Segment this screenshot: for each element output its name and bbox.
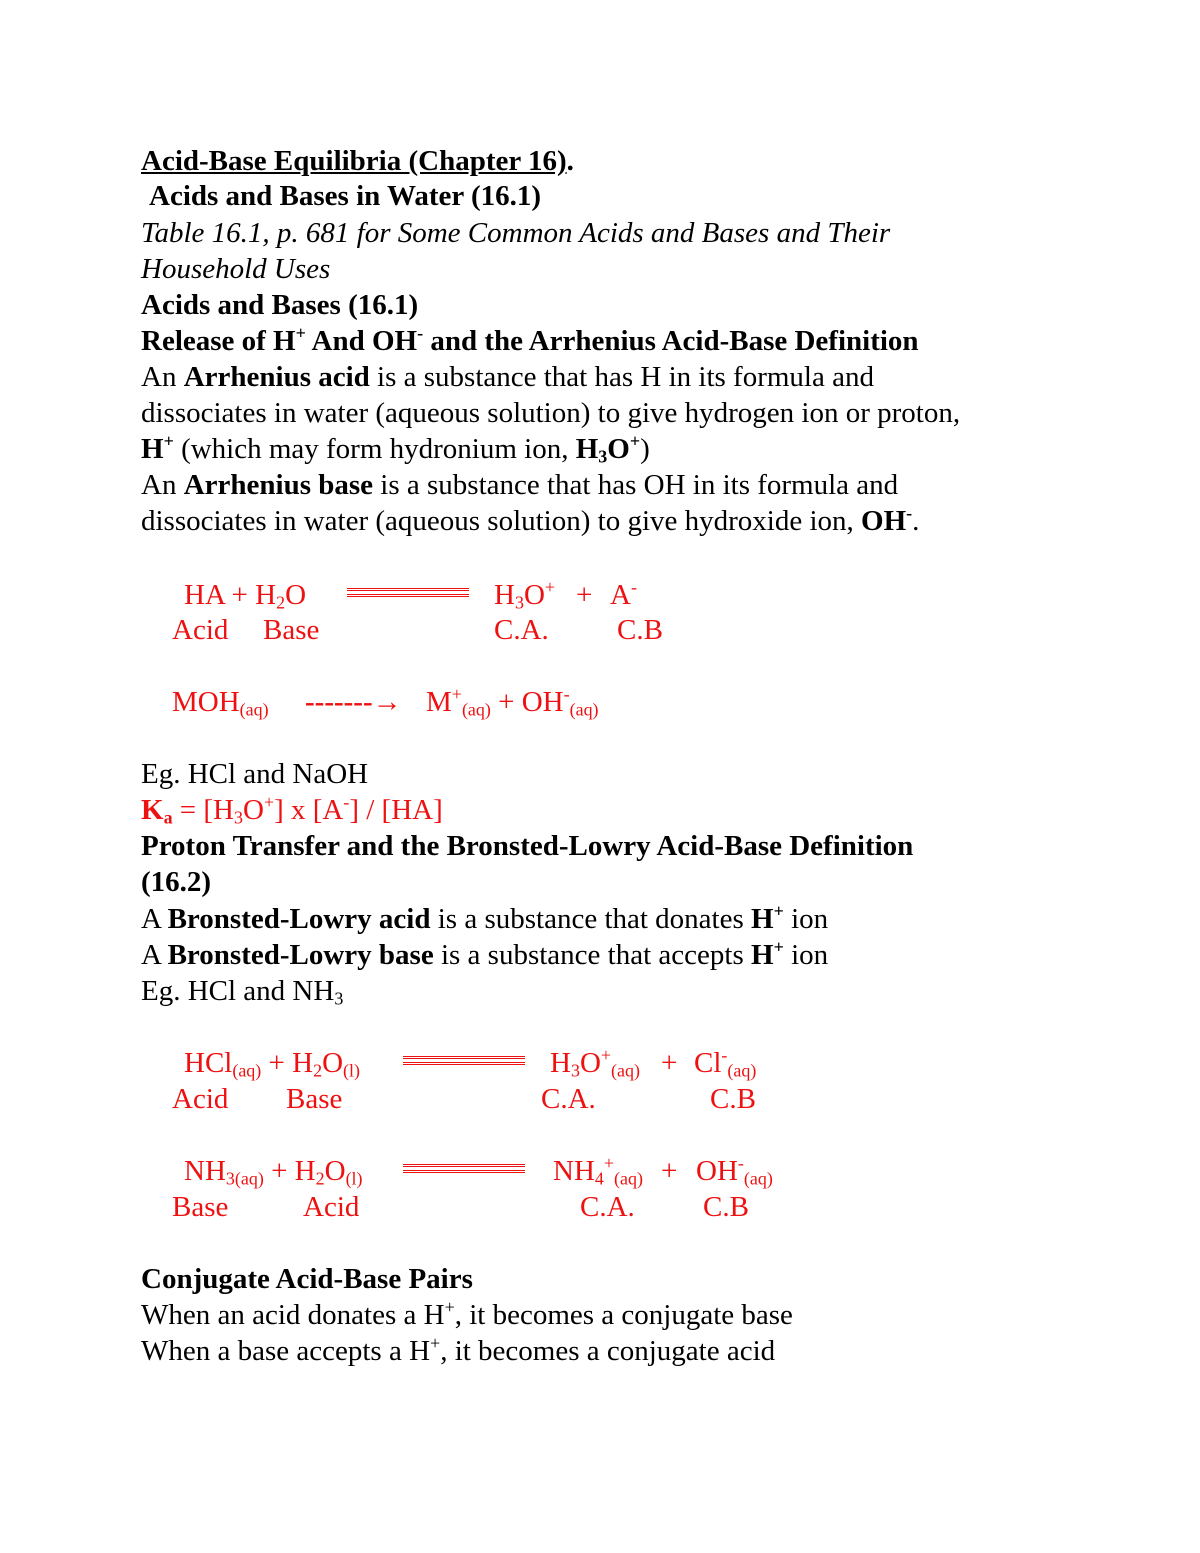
ka-expression: $K_a = [H_3O^+]$ x [A-] / [HA]: [141, 792, 443, 828]
bronsted-heading-line2: (16.2): [141, 866, 212, 898]
equation-hcl-right: $H_3O^+_{(aq)}$: [550, 1045, 640, 1081]
label-base: Base: [286, 1083, 343, 1115]
conjugate-acid-statement: When a base accepts a H+, it becomes a conjugate acid: [141, 1333, 776, 1367]
equation-moh-products: $M^+_{(aq)} + OH^-_{(aq)}$: [426, 684, 599, 720]
arrhenius-base-definition-line1: An Arrhenius base is a substance that has OH in its formula and: [141, 469, 899, 501]
label-conjugate-base: C.B: [617, 614, 663, 646]
label-base: Base: [172, 1191, 229, 1223]
bronsted-base-definition: A Bronsted-Lowry base is a substance that accepts H+ ion: [141, 937, 829, 971]
page-title: Acid-Base Equilibria (Chapter 16).: [141, 145, 574, 177]
label-conjugate-base: C.B: [710, 1083, 756, 1115]
conjugate-pairs-heading: Conjugate Acid-Base Pairs: [141, 1263, 473, 1295]
equation-plus: +: [661, 1047, 678, 1079]
conjugate-base-statement: When an acid donates a H+, it becomes a conjugate base: [141, 1297, 793, 1331]
section-heading-acids-bases: Acids and Bases (16.1): [141, 289, 419, 321]
bronsted-heading-line1: Proton Transfer and the Bronsted-Lowry Acid-Base Definition: [141, 830, 914, 862]
equation-ha-water-left: HA + $H_2O$: [184, 579, 307, 613]
label-base: Base: [263, 614, 320, 646]
equation-nh3-left: $NH_{3(aq)} + H_2O_{(l)}$: [184, 1155, 363, 1189]
equation-moh: $MOH_{(aq)}$: [172, 686, 269, 720]
equilibrium-arrow: [347, 577, 469, 613]
label-conjugate-acid: C.A.: [494, 614, 549, 646]
label-conjugate-base: C.B: [703, 1191, 749, 1223]
equation-nh4-right: $NH_4^+_{(aq)}$: [553, 1153, 643, 1189]
equation-a-minus: A-: [610, 577, 637, 611]
section-heading-acids-bases-water: Acids and Bases in Water (16.1): [149, 180, 542, 212]
table-reference-line1: Table 16.1, p. 681 for Some Common Acids and Bases and Their: [141, 217, 891, 249]
label-acid: Acid: [303, 1191, 360, 1223]
table-reference-line2: Household Uses: [141, 253, 331, 285]
bronsted-acid-definition: A Bronsted-Lowry acid is a substance that donates H+ ion: [141, 901, 829, 935]
arrhenius-acid-definition-line2: dissociates in water (aqueous solution) to give hydrogen ion or proton,: [141, 397, 961, 429]
equilibrium-arrow: [403, 1045, 525, 1081]
label-acid: Acid: [172, 1083, 229, 1115]
equation-hydroxide: $OH^-_{(aq)}$: [696, 1153, 773, 1189]
example-hcl-nh3: Eg. HCl and $NH_3$: [141, 975, 344, 1009]
equilibrium-arrow: [403, 1153, 525, 1189]
equation-plus: +: [661, 1155, 678, 1187]
label-conjugate-acid: C.A.: [580, 1191, 635, 1223]
equation-chloride: $Cl^-_{(aq)}$: [694, 1045, 757, 1081]
arrhenius-base-definition-line2: dissociates in water (aqueous solution) to give hydroxide ion, OH-.: [141, 503, 920, 537]
equation-hcl-left: $HCl_{(aq)} + H_2O_{(l)}$: [184, 1047, 360, 1081]
label-conjugate-acid: C.A.: [541, 1083, 596, 1115]
arrhenius-acid-definition-line1: An Arrhenius acid is a substance that has H in its formula and: [141, 361, 874, 393]
arrhenius-acid-definition-line3: H+ (which may form hydronium ion, $H_3O^+$): [141, 431, 650, 467]
equation-ha-water-right: $H_3O^+$: [494, 577, 556, 613]
equation-plus: +: [576, 579, 593, 611]
arrhenius-heading: Release of H+ And OH- and the Arrhenius Acid-Base Definition: [141, 323, 919, 357]
label-acid: Acid: [172, 614, 229, 646]
reaction-arrow: -------→: [305, 686, 402, 718]
example-hcl-naoh: Eg. HCl and NaOH: [141, 758, 369, 790]
